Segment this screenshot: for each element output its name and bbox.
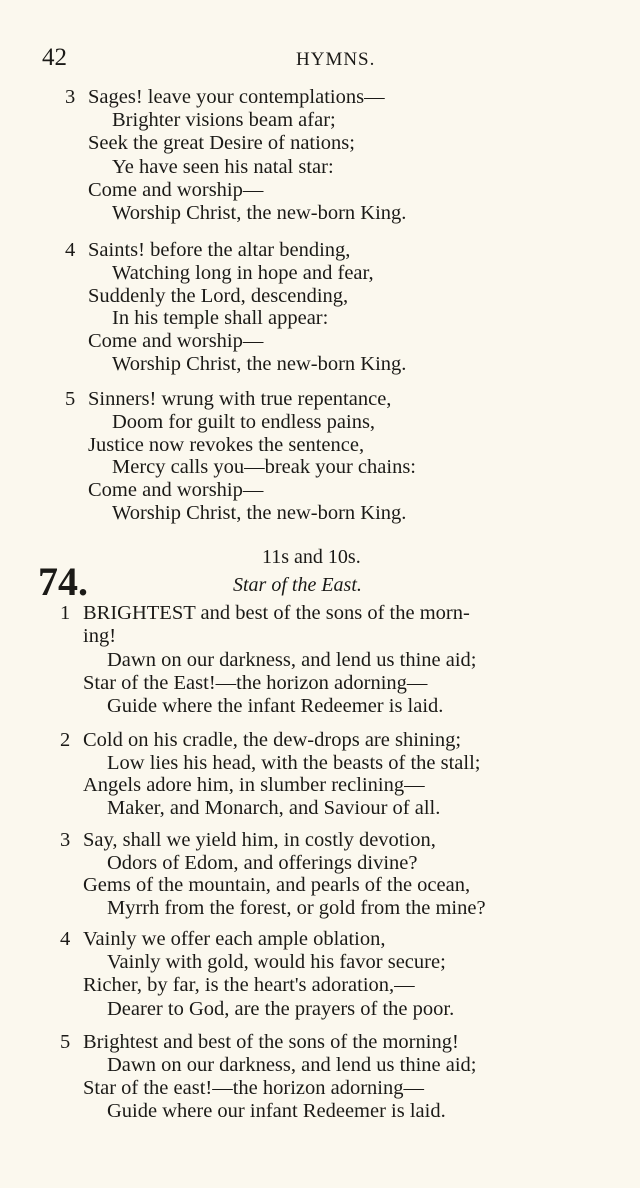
verse-line: Sinners! wrung with true repentance, xyxy=(88,388,392,410)
verse-line: Maker, and Monarch, and Saviour of all. xyxy=(107,797,441,820)
verse-line: Gems of the mountain, and pearls of the ocean, xyxy=(83,874,471,897)
stanza-number: 3 xyxy=(60,829,71,851)
verse-line: Watching long in hope and fear, xyxy=(112,261,374,284)
verse-line: ing! xyxy=(83,625,117,648)
verse-line: Worship Christ, the new-born King. xyxy=(112,502,407,524)
verse-line: BRIGHTEST and best of the sons of the morn- xyxy=(83,602,470,624)
verse-line: Come and worship— xyxy=(88,330,264,353)
page-number: 42 xyxy=(42,44,67,71)
hymn-meter: 11s and 10s. xyxy=(262,546,361,568)
verse-line: Brighter visions beam afar; xyxy=(112,109,336,132)
verse-line: Saints! before the altar bending, xyxy=(88,239,351,261)
verse-line: Ye have seen his natal star: xyxy=(112,155,334,178)
verse-line: Low lies his head, with the beasts of the stall; xyxy=(107,751,481,774)
verse-line: Guide where the infant Redeemer is laid. xyxy=(107,695,444,718)
verse-line: Dearer to God, are the prayers of the poor. xyxy=(107,997,455,1020)
stanza-number: 1 xyxy=(60,602,71,624)
stanza-number: 3 xyxy=(65,86,76,108)
verse-line: Guide where our infant Redeemer is laid. xyxy=(107,1100,446,1122)
verse-line: Odors of Edom, and offerings divine? xyxy=(107,851,418,874)
hymn-tune: Star of the East. xyxy=(233,574,362,596)
verse-line: Seek the great Desire of nations; xyxy=(88,132,355,155)
verse-line: Come and worship— xyxy=(88,479,264,502)
verse-line: Vainly with gold, would his favor secure; xyxy=(107,951,446,974)
running-title: HYMNS. xyxy=(296,49,376,70)
stanza-number: 4 xyxy=(60,928,71,950)
verse-line: Suddenly the Lord, descending, xyxy=(88,284,349,307)
verse-line: Say, shall we yield him, in costly devotion, xyxy=(83,829,436,851)
verse-line: Doom for guilt to endless pains, xyxy=(112,410,376,433)
verse-line: Brightest and best of the sons of the morning! xyxy=(83,1031,459,1053)
stanza-number: 2 xyxy=(60,729,71,751)
verse-line: Dawn on our darkness, and lend us thine aid; xyxy=(107,648,477,671)
stanza-number: 5 xyxy=(60,1031,71,1053)
verse-line: Sages! leave your contemplations— xyxy=(88,86,385,108)
verse-line: Worship Christ, the new-born King. xyxy=(112,202,407,224)
verse-line: Worship Christ, the new-born King. xyxy=(112,353,407,375)
verse-line: Come and worship— xyxy=(88,178,264,201)
verse-line: Angels adore him, in slumber reclining— xyxy=(83,774,425,797)
verse-line: Star of the East!—the horizon adorning— xyxy=(83,671,428,694)
stanza-number: 5 xyxy=(65,388,76,410)
verse-line: Justice now revokes the sentence, xyxy=(88,433,365,456)
verse-line: Dawn on our darkness, and lend us thine aid; xyxy=(107,1054,477,1076)
verse-line: Mercy calls you—break your chains: xyxy=(112,456,416,479)
verse-line: Vainly we offer each ample oblation, xyxy=(83,928,386,950)
verse-line: Myrrh from the forest, or gold from the mine? xyxy=(107,897,486,920)
verse-line: Cold on his cradle, the dew-drops are shining; xyxy=(83,729,462,751)
verse-line: Star of the east!—the horizon adorning— xyxy=(83,1077,425,1099)
verse-line: In his temple shall appear: xyxy=(112,307,329,330)
verse-line: Richer, by far, is the heart's adoration,— xyxy=(83,974,415,997)
stanza-number: 4 xyxy=(65,239,76,261)
hymn-number: 74. xyxy=(38,559,88,604)
